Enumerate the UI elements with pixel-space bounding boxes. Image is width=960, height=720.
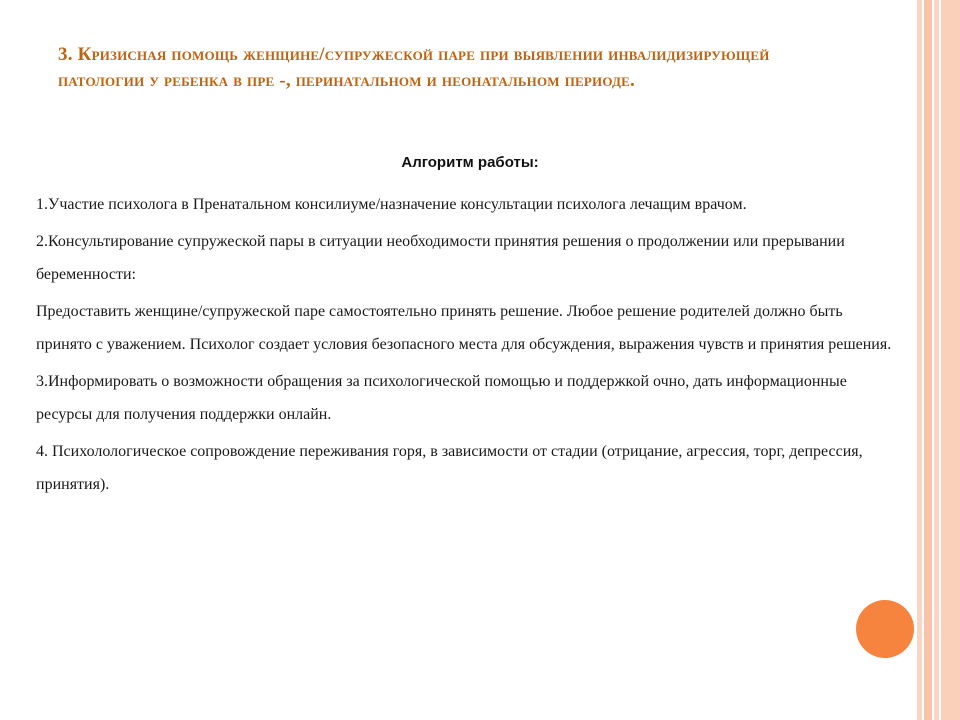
decorative-stripe: [924, 0, 932, 720]
slide-title: 3. Кризисная помощь женщине/супружеской паре при выявлении инвалидизирующей патологии у ребенка в пре -, перинатальном и неонатальном периоде.: [58, 44, 770, 91]
paragraph-step-1: 1.Участие психолога в Пренатальном консилиуме/назначение консультации психолога лечащим врачом.: [36, 196, 747, 213]
slide-subtitle: Алгоритм работы:: [401, 154, 539, 171]
slide-body: [36, 188, 896, 505]
paragraph-step-2: 2.Консультирование супружеской пары в ситуации необходимости принятия решения о продолжении или прерывании беременности:: [36, 233, 845, 283]
accent-circle: [856, 600, 914, 658]
paragraph-step-4: 4. Психолологическое сопровождение переживания горя, в зависимости от стадии (отрицание, агрессия, торг, депрессия, принятия).: [36, 443, 863, 493]
decorative-stripe: [941, 0, 960, 720]
paragraph-step-2-detail: Предоставить женщине/супружеской паре самостоятельно принять решение. Любое решение родителей должно быть принято с уважением. Психолог создает условия безопасного места для обсуждения, выражения чувств и принятия решения.: [36, 303, 892, 353]
paragraph-step-3: 3.Информировать о возможности обращения за психологической помощью и поддержкой очно, дать информационные ресурсы для получения поддержки онлайн.: [36, 373, 847, 423]
